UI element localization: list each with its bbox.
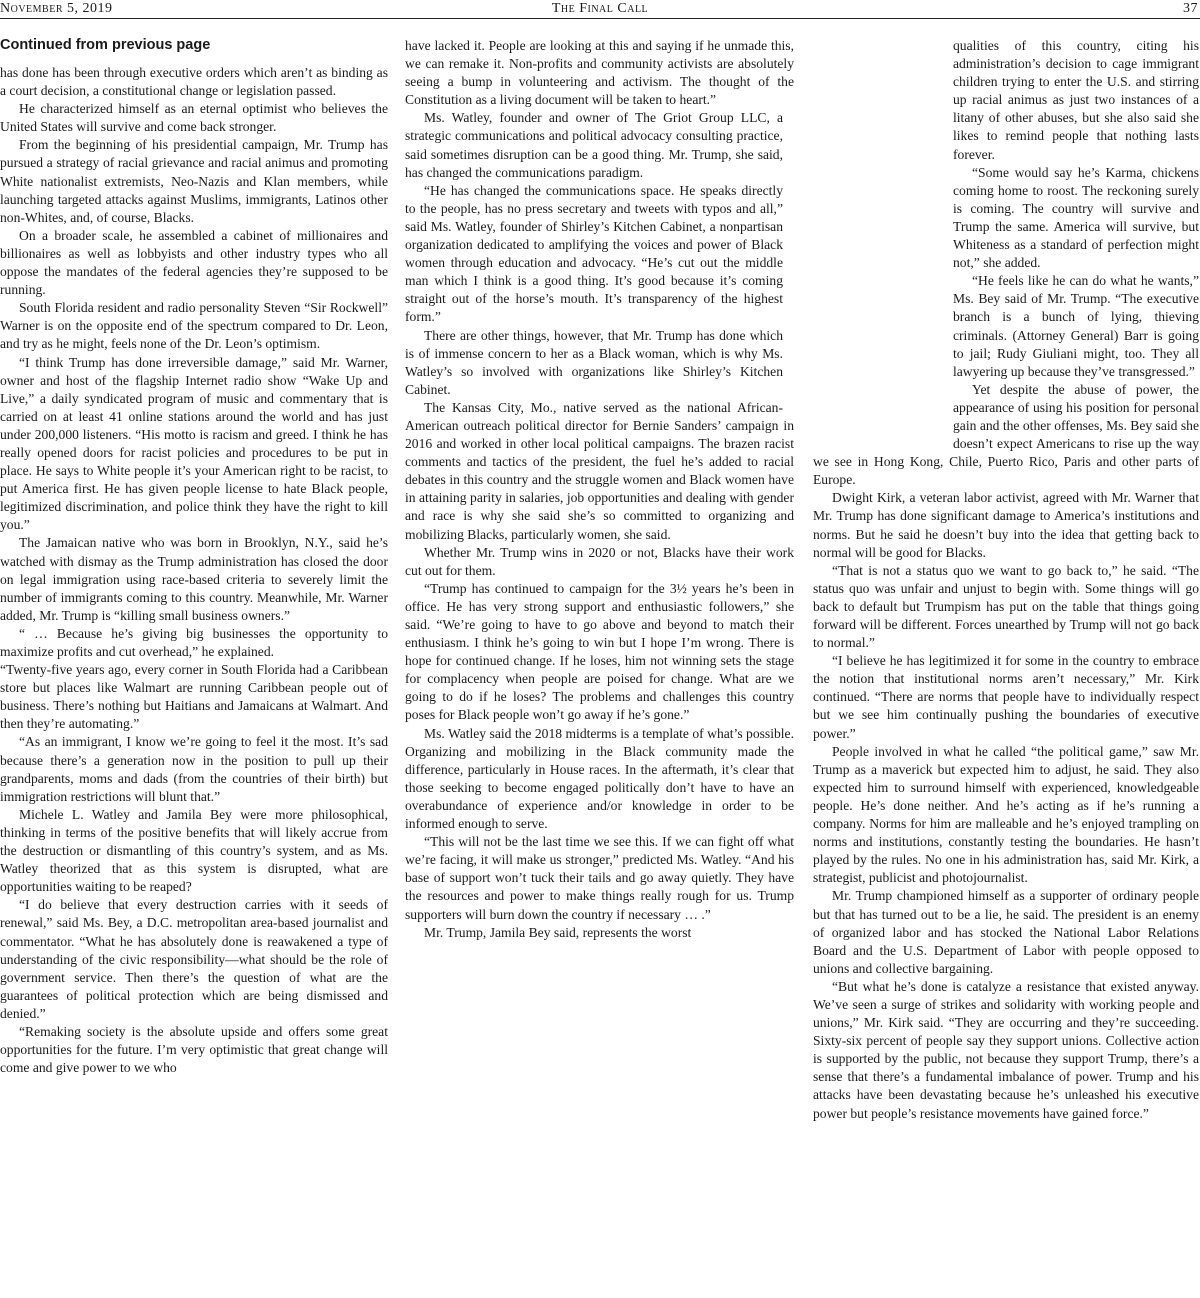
paragraph: “ … Because he’s giving big businesses the opportunity to maximize profits and cut overhead,” he explained.	[0, 625, 388, 659]
paragraph: “Trump has continued to campaign for the 3½ years he’s been in office. He has very strong support and enthusiastic followers,” she said. “We’re going to have to go above and beyond to match their enthusiasm. I think he’s going to win but I hope I’m wrong. There is hope for continued change. If he loses, him not winning sets the stage for complacency when people are poised for change. What are we going to do if he loses? The problems and challenges this country poses for Black people won’t go away if he’s gone.”	[405, 580, 794, 723]
article-column-3	[813, 37, 1199, 1295]
paragraph: There are other things, however, that Mr. Trump has done which is of immense concern to her as a Black woman, which is why Ms. Watley’s so involved with organizations like Shirley’s Kitchen Cabinet.	[405, 327, 783, 397]
issue-date: November 5, 2019	[0, 1, 113, 16]
paragraph: Michele L. Watley and Jamila Bey were more philosophical, thinking in terms of the positive benefits that will likely accrue from the destruction or dismantling of this country’s system, and as Ms. Watley theorized that as this system is disrupted, what are opportunities waiting to be reaped?	[0, 806, 388, 895]
paragraph: “Remaking society is the absolute upside and offers some great opportunities for the future. I’m very optimistic that great change will come and give power to we who	[0, 1023, 388, 1076]
paragraph: have lacked it. People are looking at this and saying if he unmade this, we can remake it. Non-profits and community activists are absolutely seeing a bump in volunteering and activism. The thought of the Constitution as a living document will be taken to heart.”	[405, 38, 794, 108]
paragraph: “He has changed the communications space. He speaks directly to the people, has no press secretary and tweets with typos and all,” said Ms. Watley, founder of Shirley’s Kitchen Cabinet, a nonpartisan organization dedicated to amplifying the voices and power of Black women through education and advocacy. “He’s cut out the middle man which I think is a good thing. It’s good because it’s coming straight out of the horse’s mouth. It’s transparency of the highest form.”	[405, 182, 783, 325]
paragraph: Ms. Watley, founder and owner of The Griot Group LLC, a strategic communications and political advocacy consulting practice, said sometimes disruption can be a good thing. Mr. Trump, she said, has changed the communications paradigm.	[405, 110, 783, 180]
paragraph: The Jamaican native who was born in Brooklyn, N.Y., said he’s watched with dismay as the Trump administration has closed the door on legal immigration using race-based criteria to severely limit the number of immigrants coming to this country. Meanwhile, Mr. Warner added, Mr. Trump is “killing small business owners.”	[0, 535, 388, 623]
article-column-2	[405, 37, 794, 1295]
paragraph: From the beginning of his presidential campaign, Mr. Trump has pursued a strategy of racial grievance and racial animus and promoting White nationalist extremists, Neo-Nazis and Klan members, while launching targeted attacks against Muslims, immigrants, Latinos other non-Whites, and, of course, Blacks.	[0, 137, 388, 225]
continued-heading: Continued from previous page	[0, 37, 211, 53]
masthead	[0, 0, 1200, 19]
page-number: 37	[1183, 1, 1198, 16]
paragraph: He characterized himself as an eternal optimist who believes the United States will survive and come back stronger.	[0, 101, 388, 135]
paragraph: Mr. Trump championed himself as a supporter of ordinary people but that has turned out to be a lie, he said. The president is an enemy of organized labor and has stocked the National Labor Relations Board and the U.S. Department of Labor with people opposed to unions and collective bargaining.	[813, 888, 1199, 976]
paragraph: Dwight Kirk, a veteran labor activist, agreed with Mr. Warner that Mr. Trump has done significant damage to America’s institutions and norms. But he said he doesn’t buy into the idea that getting back to normal will be good for Blacks.	[813, 490, 1199, 560]
paragraph: Whether Mr. Trump wins in 2020 or not, Blacks have their work cut out for them.	[405, 544, 794, 578]
paragraph: “But what he’s done is catalyze a resistance that existed anyway. We’ve seen a surge of strikes and solidarity with working people and unions,” Mr. Kirk said. “They are occurring and they’re succeeding. Sixty-six percent of people say they support unions. Collective action is supported by the public, not because they support Trump, there’s a sense that there’s a fundamental imbalance of power. Trump and his attacks have been devastating because he’s unleashed his executive power but people’s resistance movements have gained force.”	[813, 978, 1199, 1121]
paragraph: The Kansas City, Mo., native served as the national African-American outreach political director for Bernie Sanders’ campaign in 2016 and worked in other local political campaigns. The brazen racist comments and tactics of the president, the fuel he’s added to racial debates in this country and the struggle women and Black women have in attaining parity in salaries, job opportunities and dealing with gender and race is why she said she’s so committed to organizing and mobilizing Blacks, particularly women, she said.	[405, 399, 794, 542]
paragraph: “That is not a status quo we want to go back to,” he said. “The status quo was unfair and unjust to begin with. Some things will go back to default but Trumpism has put on the table that things going forward will be different. Forces unearthed by Trump will not go back to normal.”	[813, 562, 1199, 651]
publication-name: The Final Call	[551, 1, 649, 16]
paragraph: “I believe he has legitimized it for some in the country to embrace the notion that institutional norms aren’t necessary,” Mr. Kirk continued. “There are norms that people have to individually respect but we see him continually pushing the boundaries of executive power.”	[813, 653, 1199, 741]
paragraph: Yet despite the abuse of power, the appearance of using his position for personal gain and the other offenses, Ms. Bey said she doesn’t expect Americans to rise up the way we see in Hong Kong, Chile, Puerto Rico, Paris and other parts of Europe.	[813, 381, 1199, 488]
paragraph: “As an immigrant, I know we’re going to feel it the most. It’s sad because there’s a generation now in the position to pull up their grandparents, moms and dads (from the countries of their birth) but immigration restrictions will blunt that.”	[0, 734, 388, 804]
paragraph: People involved in what he called “the political game,” saw Mr. Trump as a maverick but expected him to adjust, he said. They also expected him to surround himself with experienced, knowledgeable people. He’s done neither. And he’s acting as if he’s running a company. Norms for him are malleable and he’s enjoyed trampling on norms and institutions, constantly testing the boundaries. He hasn’t played by the rules. No one in his administration has, said Mr. Kirk, a strategist, publicist and photojournalist.	[813, 743, 1199, 886]
paragraph: “Some would say he’s Karma, chickens coming home to roost. The reckoning surely is coming. The country will survive and Trump the same. America will survive, but Whiteness as a standard of perfection might not,” she added.	[953, 164, 1199, 271]
paragraph: Ms. Watley said the 2018 midterms is a template of what’s possible. Organizing and mobilizing in the Black community made the difference, particularly in House races. In the aftermath, it’s clear that those seeking to become engaged politically don’t have to have an overabundance of experience and/or knowledge in order to be informed enough to serve.	[405, 725, 794, 832]
paragraph: “I do believe that every destruction carries with it seeds of renewal,” said Ms. Bey, a D.C. metropolitan area-based journalist and commentator. “What he has absolutely done is reawakened a type of understanding of the civic responsibility—what should be the role of government service. Then there’s the question of what are the guarantees of political protection which are being dismissed and denied.”	[0, 897, 388, 1021]
article-column-1	[0, 36, 388, 1294]
paragraph: “I think Trump has done irreversible damage,” said Mr. Warner, owner and host of the flagship Internet radio show “Wake Up and Live,” a daily syndicated program of music and commentary that is carried on at least 41 online stations around the world and has just under 200,000 listeners. “His motto is racism and greed. I think he has really opened doors for racist policies and procedures to be put in place. He says to White people it’s your American right to be racist, to put America first. He has given people license to hate Black people, legitimized discrimination, and police think they have the right to kill you.”	[0, 354, 388, 533]
paragraph: Mr. Trump, Jamila Bey said, represents the worst	[424, 924, 692, 940]
paragraph: “Twenty-five years ago, every corner in South Florida had a Caribbean store but places like Walmart are running Caribbean people out of business. There’s nothing but Haitians and Jamaicans at Walmart. And then they’re automating.”	[0, 662, 388, 732]
paragraph: qualities of this country, citing his administration’s decision to cage immigrant children trying to enter the U.S. and stirring up racial animus as just two instances of a litany of other abuses, but she also said she likes to remind people that nothing lasts forever.	[953, 38, 1199, 162]
photo-wrap-spacer	[813, 123, 953, 453]
paragraph: “This will not be the last time we see this. If we can fight off what we’re facing, it will make us stronger,” predicted Ms. Watley. “And his base of support won’t tuck their tails and go away quietly. They have the resources and power to make things really rough for us. Trump supporters will burn down the country if necessary … .”	[405, 834, 794, 922]
paragraph: On a broader scale, he assembled a cabinet of millionaires and billionaires as well as lobbyists and other industry types who all oppose the mandates of the federal agencies they’re supposed to be running.	[0, 227, 388, 298]
paragraph: “He feels like he can do what he wants,” Ms. Bey said of Mr. Trump. “The executive branch is a bunch of lying, thieving criminals. (Attorney General) Barr is going to jail; Rudy Giuliani might, too. They all lawyering up because they’ve transgressed.”	[953, 273, 1199, 379]
paragraph: has done has been through executive orders which aren’t as binding as a court decision, a constitutional change or legislation passed.	[0, 65, 388, 99]
paragraph: South Florida resident and radio personality Steven “Sir Rockwell” Warner is on the opposite end of the spectrum compared to Dr. Leon, and try as he might, feels none of the Dr. Leon’s optimism.	[0, 300, 388, 352]
